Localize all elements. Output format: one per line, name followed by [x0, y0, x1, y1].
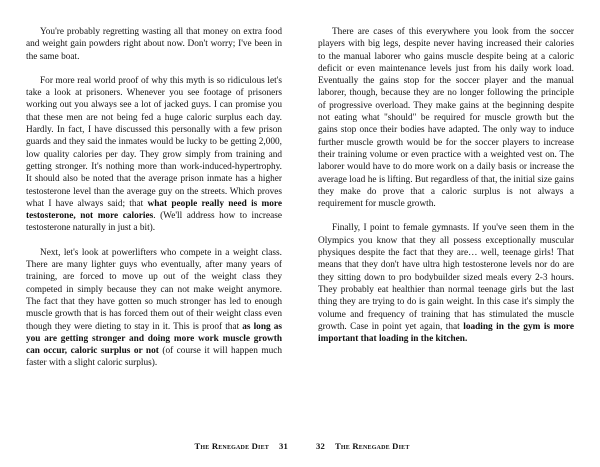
right-paragraph-1: [318, 26, 574, 210]
left-paragraph-3: [26, 247, 282, 370]
left-page-text-column: [26, 26, 282, 382]
left-running-title: The Renegade Diet: [194, 441, 269, 451]
right-paragraph-1-text: There are cases of this everywhere you look from the soccer players with big legs, despite never having increased their calories to the manual laborer who gains muscle despite being at a caloric deficit or even maintenance levels just from his daily work load. Eventually the gains stop for the soccer player and the manual laborer, though, because they are no longer following the principle of progressive overload. They make gains at the beginning despite not eating what "should" be required for muscle growth but the gains stop once their bodies have adapted. The only way to induce further muscle growth would be for the soccer players to increase their training volume or even practice with a weighted vest on. The laborer would have to do more work on a daily basis or increase the average load he is lifting. But regardless of that, the initial size gains they make do prove that a caloric surplus is not always a requirement for muscle growth.: [318, 27, 574, 210]
left-paragraph-3-bold-text: as long as you are getting stronger and doing more work muscle growth can occur, caloric surplus or not: [26, 321, 282, 357]
right-page-number: 32: [316, 441, 325, 451]
left-paragraph-2: [26, 75, 282, 235]
left-paragraph-3-text-after: (of course it will happen much faster with a slight caloric surplus).: [26, 346, 282, 369]
right-paragraph-2: [318, 222, 574, 345]
left-paragraph-2-bold-text: what people really need is more testosterone, not more calories: [26, 198, 282, 222]
right-page-footer: [316, 441, 410, 451]
right-paragraph-2-text: Finally, I point to female gymnasts. If you've seen them in the Olympics you know that they all possess exceptionally muscular physiques despite the fact that they are… well, teenage girls! That means that they don't have ultra high testosterone levels nor do are they sitting down to pro bodybuilder sized meals every 2-3 hours. They probably eat healthier than normal teenage girls but the last thing they are trying to do is gain weight. In this case it's simply the volume and frequency of training that has stimulated the muscle growth. Case in point yet again, that: [318, 223, 574, 332]
left-page-number: 31: [279, 441, 288, 451]
left-paragraph-1-text: You're probably regretting wasting all that money on extra food and weight gain powders right about now. Don't worry; I've been in the same boat.: [26, 27, 282, 62]
left-paragraph-1: [26, 26, 282, 63]
right-page: [300, 0, 600, 467]
left-paragraph-2-text: For more real world proof of why this myth is so ridiculous let's take a look at prisoners. Whenever you see footage of prisoners working out you always see a lot of jacked guys. I can promise you that these men are not being fed a huge caloric surplus each day. Hardly. In fact, I have discussed this personally with a few prison guards and they said the inmates would be lucky to be getting 2,000, low quality calories per day. They grow simply from training and getting stronger. It's nothing more than work-induced-hypertrophy. It should also be noted that the average prison inmate has a higher testosterone level than the average guy on the streets. Which proves what I have always said; that: [26, 75, 282, 209]
right-running-title: The Renegade Diet: [335, 441, 410, 451]
right-paragraph-2-bold-text: loading in the gym is more important that loading in the kitchen.: [318, 321, 574, 345]
left-paragraph-3-text: Next, let's look at powerlifters who compete in a weight class. There are many lighter guys who eventually, after many years of training, are forced to move up out of the weight class they competed in simply because they can not make weight anymore. The fact that they have gotten so much stronger has led to enough muscle growth that is has forced them out of their weight class even though they were dieting to stay in it. This is proof that: [26, 247, 282, 332]
right-page-text-column: [318, 26, 574, 357]
left-paragraph-2-text-after: . (We'll address how to increase testosterone naturally in just a bit).: [26, 211, 282, 234]
left-page-footer: [194, 441, 288, 451]
